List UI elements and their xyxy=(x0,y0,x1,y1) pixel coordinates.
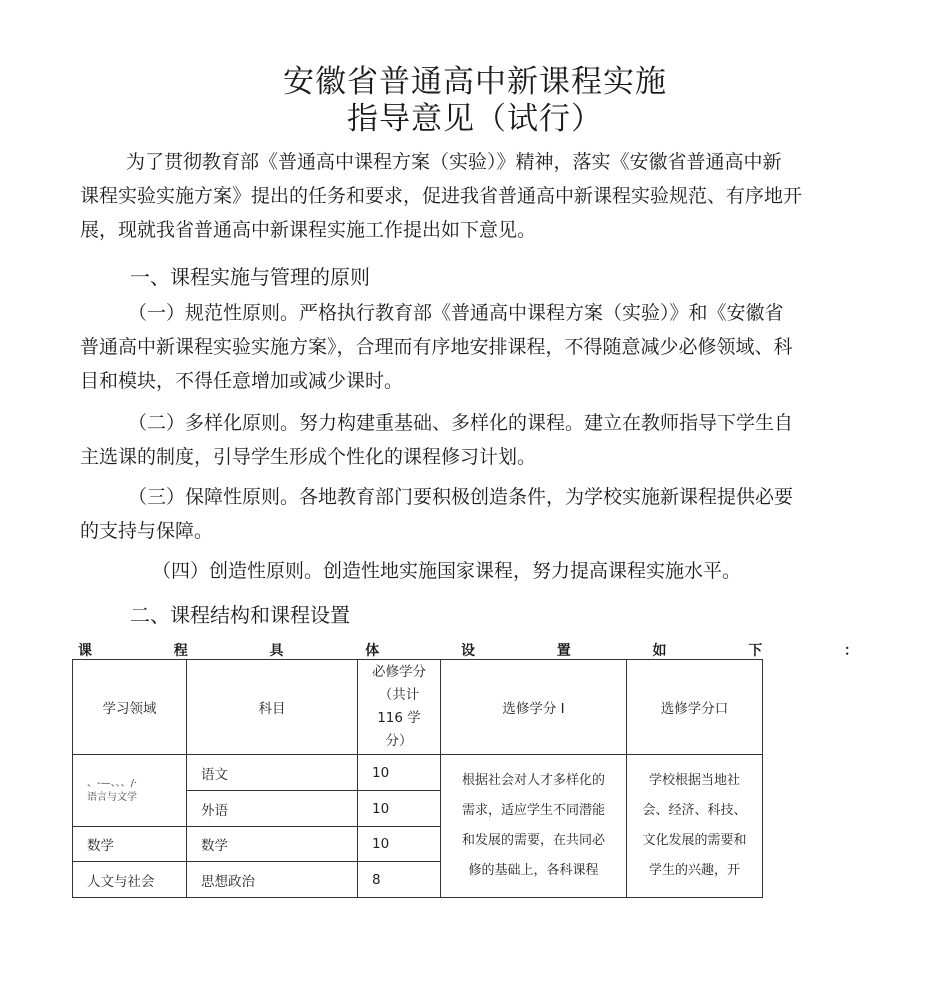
principle-1-paragraph xyxy=(80,296,870,398)
header-required-line: （共计 xyxy=(378,687,420,703)
curriculum-table xyxy=(72,659,763,898)
principle-3-paragraph xyxy=(80,480,870,548)
intro-line: 展，现就我省普通高中新课程实施工作提出如下意见。 xyxy=(80,219,537,241)
spread-char: 如 xyxy=(652,643,667,659)
spread-char: 下 xyxy=(748,643,763,659)
elective-1-line: 修的基础上，各科课程 xyxy=(468,863,599,878)
header-required-credits xyxy=(358,660,441,755)
cell-subject: 思想政治 xyxy=(187,862,358,898)
header-required-line: 必修学分 xyxy=(372,664,426,680)
paragraph-line: （二）多样化原则。努力构建重基础、多样化的课程。建立在教师指导下学生自 xyxy=(128,412,794,434)
cell-elective-1-text xyxy=(441,755,627,898)
spread-char: ： xyxy=(844,643,858,659)
intro-line: 课程实验实施方案》提出的任务和要求，促进我省普通高中新课程实验规范、有序地开 xyxy=(80,185,803,207)
header-subject: 科目 xyxy=(187,660,358,755)
doc-title-line1: 安徽省普通高中新课程实施 xyxy=(283,64,667,100)
header-elective-2: 选修学分口 xyxy=(627,660,763,755)
cell-credit: 10 xyxy=(358,827,441,862)
elective-1-line: 和发展的需要，在共同必 xyxy=(461,833,605,848)
spread-char: 设 xyxy=(461,643,475,659)
elective-2-line: 会、经济、科技、 xyxy=(642,803,747,818)
cell-subject: 数学 xyxy=(187,827,358,862)
cell-credit: 8 xyxy=(358,862,441,898)
cell-area-label: 语言与文学 xyxy=(87,791,137,803)
header-required-line: 分） xyxy=(385,733,413,749)
cell-subject: 语文 xyxy=(187,755,358,791)
spread-char: 具 xyxy=(269,643,284,659)
cell-credit: 10 xyxy=(358,791,441,827)
elective-2-line: 学校根据当地社 xyxy=(648,773,740,788)
cell-area: 数学 xyxy=(73,827,187,862)
section-heading-1: 一、课程实施与管理的原则 xyxy=(130,265,370,289)
intro-line: 为了贯彻教育部《普通高中课程方案（实验）》精神，落实《安徽省普通高中新 xyxy=(126,151,782,173)
spread-char: 课 xyxy=(78,643,92,659)
paragraph-line: （四）创造性原则。创造性地实施国家课程，努力提高课程实施水平。 xyxy=(152,560,742,582)
spread-char: 体 xyxy=(365,643,380,659)
elective-1-line: 根据社会对人才多样化的 xyxy=(461,773,605,788)
spread-char: 置 xyxy=(556,643,571,659)
elective-1-line: 需求，适应学生不同潜能 xyxy=(461,803,605,818)
table-row xyxy=(73,755,763,791)
cell-area-language xyxy=(73,755,187,827)
cell-credit: 10 xyxy=(358,755,441,791)
paragraph-line: （三）保障性原则。各地教育部门要积极创造条件，为学校实施新课程提供必要 xyxy=(128,486,794,508)
paragraph-line: 主选课的制度，引导学生形成个性化的课程修习计划。 xyxy=(80,446,537,468)
paragraph-line: 普通高中新课程实验实施方案》，合理而有序地安排课程，不得随意减少必修领域、科 xyxy=(80,336,793,358)
paragraph-line: （一）规范性原则。严格执行教育部《普通高中课程方案（实验）》和《安徽省 xyxy=(128,302,784,324)
cell-area: 人文与社会 xyxy=(73,862,187,898)
cell-area-garble: 、-—、、、/· xyxy=(87,777,138,789)
elective-2-line: 学生的兴趣，开 xyxy=(648,863,740,878)
table-header-row xyxy=(73,660,763,755)
paragraph-line: 目和模块，不得任意增加或减少课时。 xyxy=(80,370,404,392)
cell-elective-2-text xyxy=(627,755,763,898)
header-elective-1: 选修学分 I xyxy=(441,660,627,755)
principle-2-paragraph xyxy=(80,406,870,474)
elective-2-line: 文化发展的需要和 xyxy=(642,833,747,848)
intro-paragraph xyxy=(80,145,870,247)
doc-title-line2: 指导意见（试行） xyxy=(347,101,603,137)
paragraph-line: 的支持与保障。 xyxy=(80,520,214,542)
section-heading-2: 二、课程结构和课程设置 xyxy=(130,603,350,627)
principle-4-paragraph xyxy=(80,554,870,588)
header-required-line: 116 学 xyxy=(377,710,421,726)
header-area: 学习领域 xyxy=(73,660,187,755)
cell-subject: 外语 xyxy=(187,791,358,827)
spread-char: 程 xyxy=(173,643,188,659)
